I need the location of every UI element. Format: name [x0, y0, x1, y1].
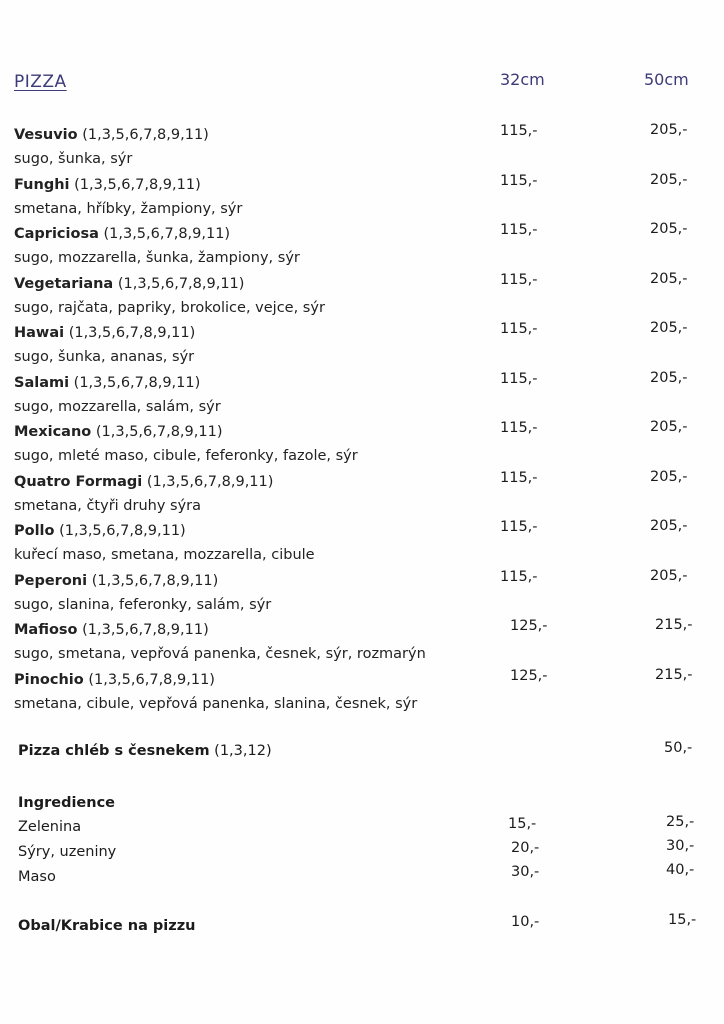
pizza-allergens: (1,3,5,6,7,8,9,11): [68, 325, 196, 341]
pizza-allergens: (1,3,5,6,7,8,9,11): [88, 671, 215, 688]
pizza-allergens: (1,3,5,6,7,8,9,11): [74, 176, 201, 193]
pizza-price-32: 125,-: [510, 667, 548, 684]
pizza-ingredients: sugo, mleté maso, cibule, feferonky, fazole, sýr: [14, 448, 358, 464]
pizza-price-32: 115,-: [500, 568, 538, 585]
extras-item-price-50: 25,-: [666, 814, 695, 830]
box-name: Obal/Krabice na pizzu: [18, 918, 196, 934]
pizza-price-50: 205,-: [650, 369, 688, 386]
extras-item-name: Sýry, uzeniny: [18, 844, 117, 860]
pizza-price-50: 205,-: [650, 270, 688, 287]
extras-item-price-50: 30,-: [666, 838, 695, 854]
pizza-price-50: 205,-: [650, 419, 688, 435]
extras-title: Ingredience: [18, 795, 116, 811]
pizza-name: Mexicano: [14, 424, 92, 440]
pizza-name: Salami: [14, 374, 70, 391]
pizza-ingredients: sugo, slanina, feferonky, salám, sýr: [14, 596, 272, 613]
pizza-price-32: 115,-: [500, 469, 538, 486]
garlic-bread-name: Pizza chléb s česnekem: [18, 743, 210, 759]
box-price-50: 15,-: [668, 912, 697, 928]
pizza-price-50: 205,-: [650, 567, 688, 584]
pizza-allergens: (1,3,5,6,7,8,9,11): [146, 473, 274, 490]
pizza-price-50: 215,-: [655, 617, 693, 633]
pizza-name: Peperoni: [14, 572, 88, 589]
garlic-bread-price: 50,-: [664, 740, 693, 756]
pizza-price-32: 115,-: [500, 321, 538, 337]
pizza-price-32: 115,-: [500, 172, 538, 189]
pizza-ingredients: smetana, hříbky, žampiony, sýr: [14, 200, 243, 217]
extras-item-name: Maso: [18, 869, 56, 885]
extras-item-price-32: 30,-: [511, 864, 540, 880]
pizza-price-32: 115,-: [500, 222, 538, 238]
pizza-name: Funghi: [14, 176, 70, 193]
pizza-ingredients: smetana, cibule, vepřová panenka, slanina, česnek, sýr: [14, 695, 418, 712]
pizza-price-50: 205,-: [650, 468, 688, 485]
pizza-name: Capriciosa: [14, 226, 99, 242]
pizza-allergens: (1,3,5,6,7,8,9,11): [95, 424, 223, 440]
pizza-price-50: 205,-: [650, 122, 688, 138]
pizza-price-50: 205,-: [650, 518, 688, 534]
pizza-allergens: (1,3,5,6,7,8,9,11): [82, 127, 209, 143]
pizza-name: Mafioso: [14, 622, 78, 638]
pizza-ingredients: smetana, čtyři druhy sýra: [14, 497, 202, 514]
pizza-price-50: 205,-: [650, 171, 688, 188]
pizza-price-32: 115,-: [500, 519, 538, 535]
pizza-allergens: (1,3,5,6,7,8,9,11): [59, 523, 186, 539]
column-header-32cm: 32cm: [500, 70, 545, 89]
pizza-allergens: (1,3,5,6,7,8,9,11): [73, 374, 201, 391]
extras-item-price-32: 20,-: [511, 840, 540, 856]
section-title: PIZZA: [14, 72, 67, 92]
garlic-bread-allergens: (1,3,12): [214, 743, 272, 759]
pizza-name: Vegetariana: [14, 275, 114, 292]
column-header-50cm: 50cm: [644, 70, 689, 89]
extras-item-price-50: 40,-: [666, 862, 695, 878]
pizza-price-32: 115,-: [500, 123, 538, 139]
pizza-allergens: (1,3,5,6,7,8,9,11): [117, 275, 245, 292]
pizza-price-50: 215,-: [655, 666, 693, 683]
pizza-ingredients: kuřecí maso, smetana, mozzarella, cibule: [14, 547, 315, 563]
pizza-name: Vesuvio: [14, 127, 78, 143]
pizza-price-50: 205,-: [650, 221, 688, 237]
pizza-ingredients: sugo, rajčata, papriky, brokolice, vejce, sýr: [14, 299, 325, 316]
pizza-allergens: (1,3,5,6,7,8,9,11): [91, 572, 219, 589]
pizza-ingredients: sugo, šunka, sýr: [14, 151, 133, 167]
pizza-ingredients: sugo, mozzarella, šunka, žampiony, sýr: [14, 250, 300, 266]
pizza-name: Pollo: [14, 523, 55, 539]
extras-item-price-32: 15,-: [508, 816, 537, 832]
pizza-ingredients: sugo, mozzarella, salám, sýr: [14, 398, 221, 415]
pizza-price-32: 125,-: [510, 618, 548, 634]
pizza-price-32: 115,-: [500, 370, 538, 387]
pizza-price-50: 205,-: [650, 320, 688, 336]
pizza-ingredients: sugo, šunka, ananas, sýr: [14, 349, 195, 365]
pizza-name: Hawai: [14, 325, 65, 341]
pizza-price-32: 115,-: [500, 271, 538, 288]
pizza-price-32: 115,-: [500, 420, 538, 436]
pizza-allergens: (1,3,5,6,7,8,9,11): [103, 226, 231, 242]
box-price-32: 10,-: [511, 914, 540, 930]
pizza-name: Quatro Formagi: [14, 473, 143, 490]
extras-item-name: Zelenina: [18, 819, 82, 835]
pizza-name: Pinochio: [14, 671, 84, 688]
pizza-ingredients: sugo, smetana, vepřová panenka, česnek, sýr, rozmarýn: [14, 646, 426, 662]
pizza-allergens: (1,3,5,6,7,8,9,11): [82, 622, 209, 638]
